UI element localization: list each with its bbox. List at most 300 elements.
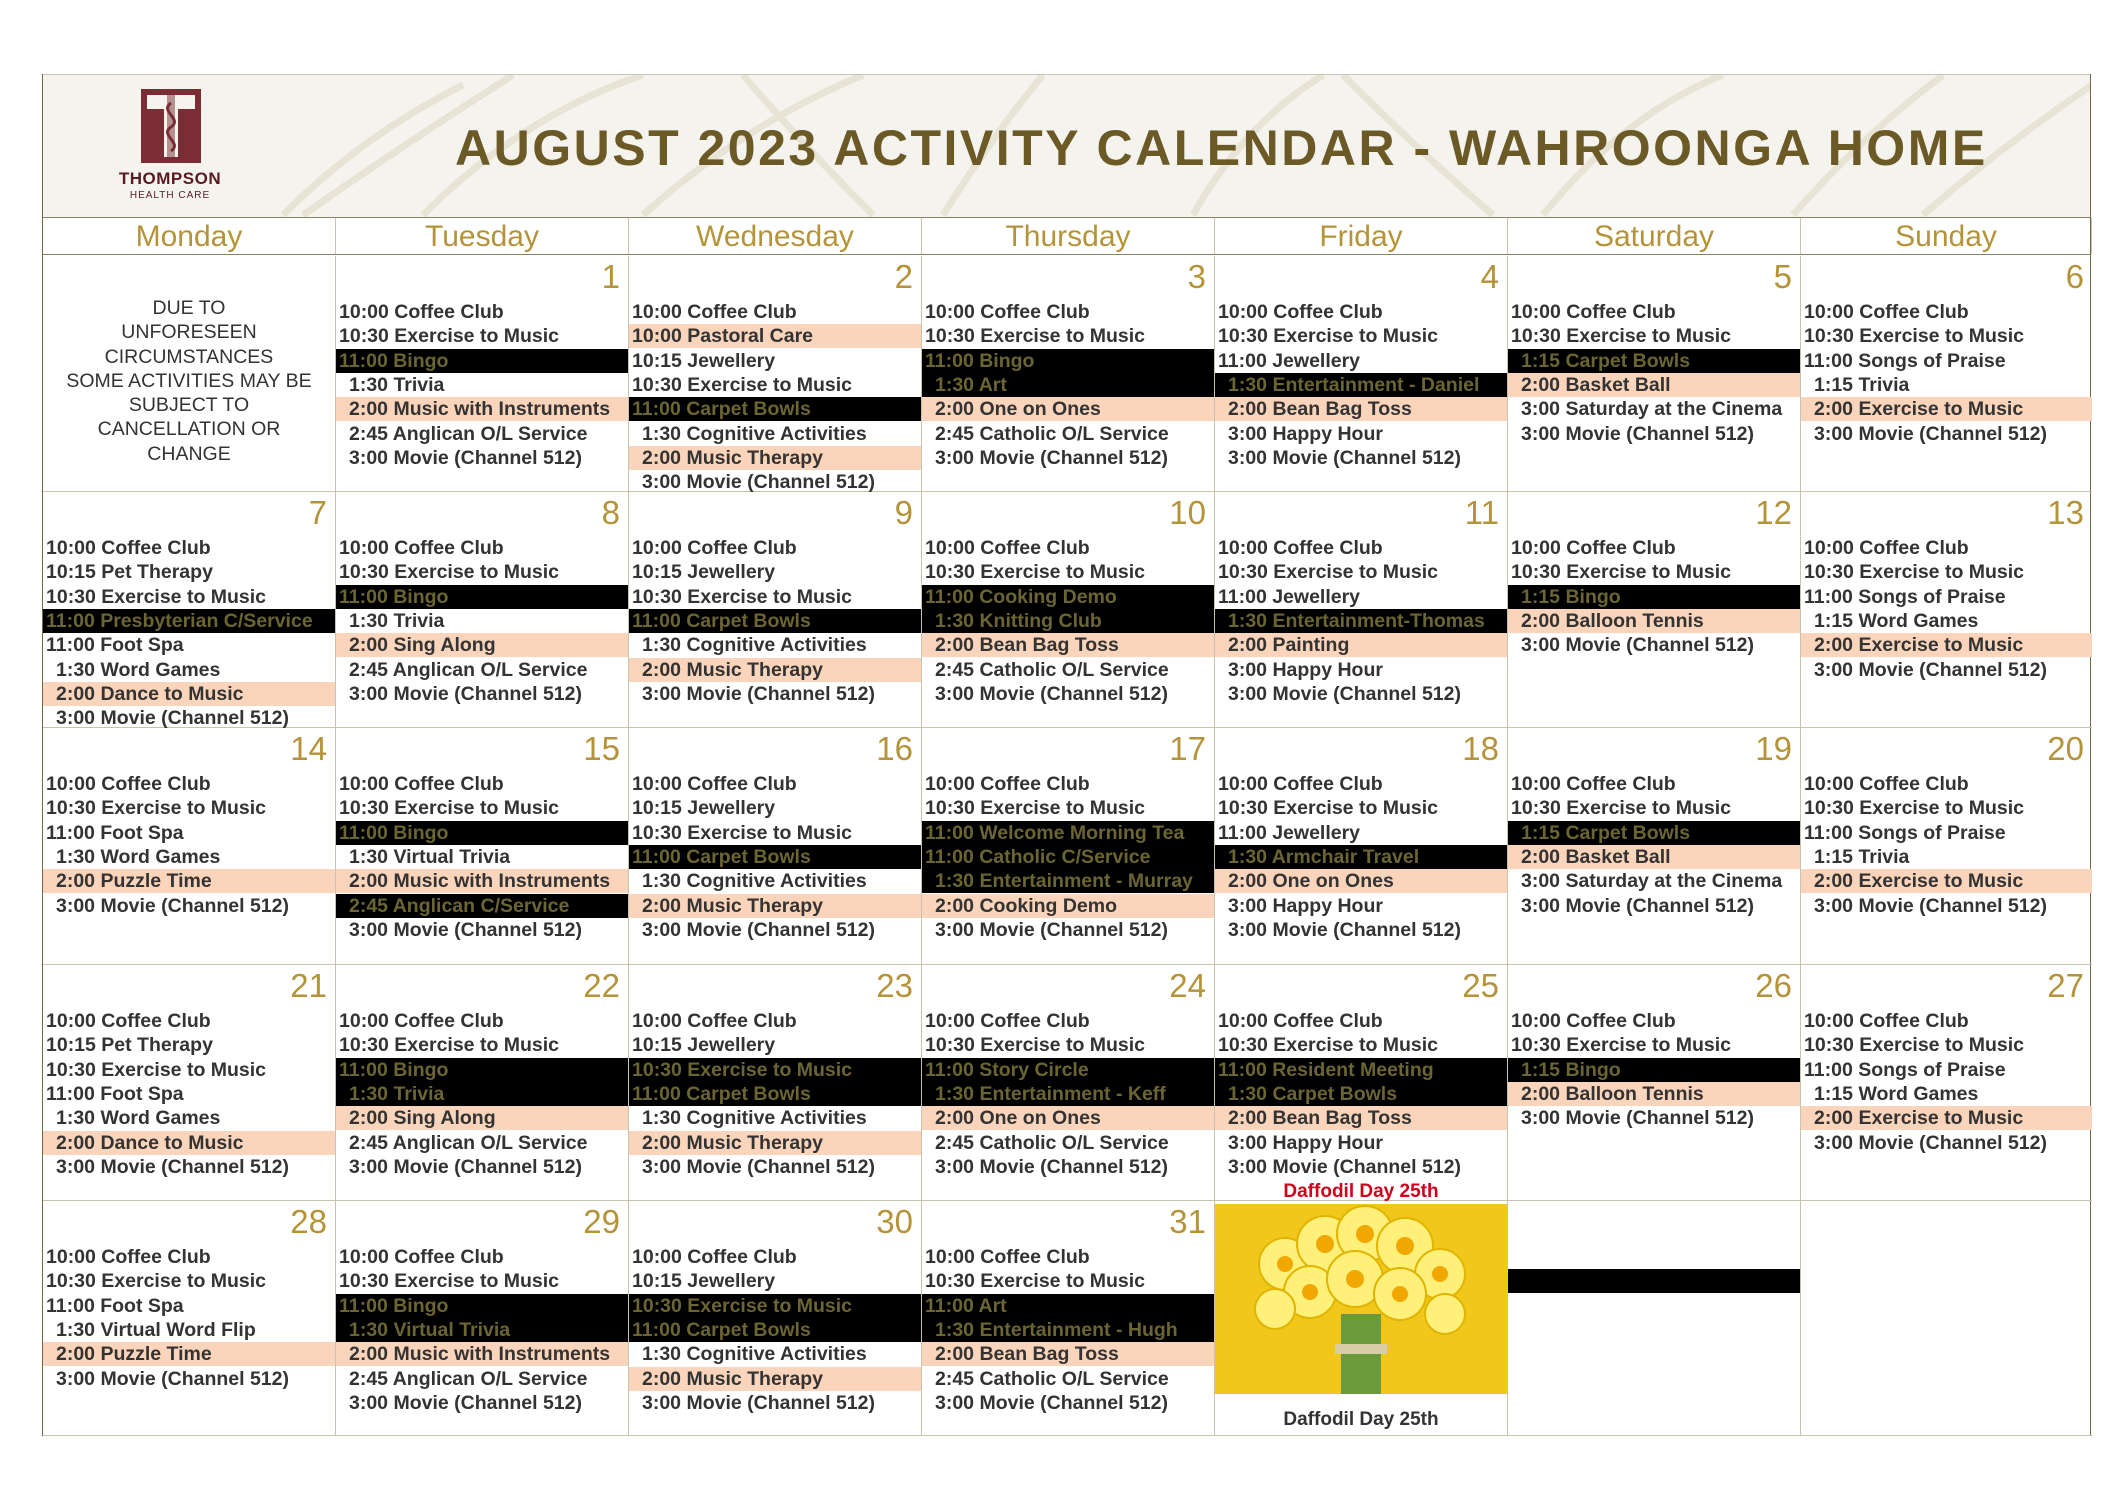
activity-item: 3:00 Movie (Channel 512) xyxy=(1228,1155,1461,1178)
activity-item: 2:00 Music with Instruments xyxy=(336,1342,628,1366)
activity-item: 1:30 Trivia xyxy=(349,373,445,396)
activity-item: 2:00 Puzzle Time xyxy=(43,869,335,893)
notice-line: SUBJECT TO xyxy=(128,394,250,417)
activity-item: 11:00 Catholic C/Service xyxy=(922,845,1214,869)
activity-item: 1:30 Virtual Trivia xyxy=(349,845,511,868)
weekday-saturday: Saturday xyxy=(1508,218,1801,254)
activity-item: 3:00 Movie (Channel 512) xyxy=(642,918,875,941)
activity-item: 10:30 Exercise to Music xyxy=(925,325,1146,348)
day-cell xyxy=(922,728,1215,965)
day-cell xyxy=(336,728,629,965)
activity-item: 2:00 Bean Bag Toss xyxy=(1215,397,1507,421)
activity-item: 10:30 Exercise to Music xyxy=(46,1058,267,1081)
day-number: 2 xyxy=(894,258,913,295)
activity-item: 3:00 Movie (Channel 512) xyxy=(349,446,582,469)
activity-item: 10:30 Exercise to Music xyxy=(1511,1034,1732,1057)
activity-item: 11:00 Carpet Bowls xyxy=(629,845,921,869)
activity-item: 1:30 Trivia xyxy=(349,609,445,632)
day-number: 8 xyxy=(601,494,620,531)
activity-item: 3:00 Movie (Channel 512) xyxy=(1814,658,2047,681)
activity-item: 3:00 Happy Hour xyxy=(1228,658,1383,681)
activity-item: 3:00 Movie (Channel 512) xyxy=(1814,894,2047,917)
day-cell xyxy=(43,728,336,965)
activity-item: 2:00 Balloon Tennis xyxy=(1508,609,1800,633)
day-number: 3 xyxy=(1187,258,1206,295)
activity-item: 10:00 Coffee Club xyxy=(1511,773,1676,795)
activity-item: 11:00 Jewellery xyxy=(1218,821,1361,844)
caduceus-t-icon xyxy=(141,89,201,163)
activity-item: 10:00 Coffee Club xyxy=(632,301,797,323)
day-cell xyxy=(1508,728,1801,965)
activity-item: 1:30 Knitting Club xyxy=(922,609,1214,633)
activity-item: 2:00 Sing Along xyxy=(336,1106,628,1130)
activity-item: 10:30 Exercise to Music xyxy=(46,1270,267,1293)
activity-item: 10:00 Coffee Club xyxy=(632,773,797,795)
activity-item: 1:30 Word Games xyxy=(56,658,221,681)
activity-item: 10:00 Coffee Club xyxy=(1218,1010,1383,1032)
activity-item: 2:00 Cooking Demo xyxy=(922,894,1214,918)
activity-item: 1:30 Cognitive Activities xyxy=(642,422,867,445)
activity-item: 2:45 Catholic O/L Service xyxy=(935,422,1169,445)
activity-item: 3:00 Movie (Channel 512) xyxy=(1814,1131,2047,1154)
activity-item: 11:00 Resident Meeting xyxy=(1215,1058,1507,1082)
activity-item: 2:45 Catholic O/L Service xyxy=(935,658,1169,681)
day-cell xyxy=(629,965,922,1201)
calendar-header xyxy=(43,74,2090,217)
activity-item: 10:30 Exercise to Music xyxy=(1511,325,1732,348)
day-number: 14 xyxy=(290,730,327,767)
activity-item: 1:30 Virtual Word Flip xyxy=(56,1318,256,1341)
notice-line: CHANGE xyxy=(147,442,231,465)
daffodil-bouquet-icon xyxy=(1215,1204,1507,1394)
day-cell xyxy=(1508,965,1801,1201)
activity-item: 2:00 Basket Ball xyxy=(1508,373,1800,397)
activity-item: 11:00 Songs of Praise xyxy=(1804,585,2006,608)
day-cell xyxy=(1801,728,2092,965)
activity-item: 11:00 Foot Spa xyxy=(46,634,184,657)
activity-item: 10:30 Exercise to Music xyxy=(339,325,560,348)
activity-item: 11:00 Foot Spa xyxy=(46,1082,184,1105)
activity-item: 1:15 Word Games xyxy=(1814,1082,1979,1105)
day-number: 30 xyxy=(876,1203,913,1240)
activity-item: 10:30 Exercise to Music xyxy=(1218,325,1439,348)
activity-item: 10:30 Exercise to Music xyxy=(1804,561,2025,584)
activity-item: 1:15 Bingo xyxy=(1508,585,1800,609)
weekday-thursday: Thursday xyxy=(922,218,1215,254)
activity-item: 2:45 Anglican O/L Service xyxy=(349,422,588,445)
activity-item: 3:00 Movie (Channel 512) xyxy=(642,682,875,705)
notice-line: CANCELLATION OR xyxy=(97,418,281,441)
activity-item: 3:00 Movie (Channel 512) xyxy=(1521,1107,1754,1130)
activity-item: 11:00 Carpet Bowls xyxy=(629,609,921,633)
day-number: 31 xyxy=(1169,1203,1206,1240)
activity-item: 1:30 Cognitive Activities xyxy=(642,634,867,657)
day-number: 28 xyxy=(290,1203,327,1240)
thompson-logo xyxy=(115,89,225,207)
day-number: 12 xyxy=(1755,494,1792,531)
activity-item: 11:00 Foot Spa xyxy=(46,821,184,844)
activity-item: 3:00 Movie (Channel 512) xyxy=(642,1155,875,1178)
activity-item: 2:00 Painting xyxy=(1215,633,1507,657)
day-number: 17 xyxy=(1169,730,1206,767)
activity-item: 10:30 Exercise to Music xyxy=(339,797,560,820)
day-number: 5 xyxy=(1773,258,1792,295)
day-number: 25 xyxy=(1462,967,1499,1004)
day-number: 4 xyxy=(1480,258,1499,295)
activity-item: 10:30 Exercise to Music xyxy=(1511,797,1732,820)
weekday-friday: Friday xyxy=(1215,218,1508,254)
day-number: 23 xyxy=(876,967,913,1004)
logo-subtitle: HEALTH CARE xyxy=(129,190,211,201)
activity-item: 3:00 Movie (Channel 512) xyxy=(56,707,289,730)
activity-item: 11:00 Bingo xyxy=(336,821,628,845)
activity-item: 11:00 Cooking Demo xyxy=(922,585,1214,609)
page-title: AUGUST 2023 ACTIVITY CALENDAR - WAHROONGA HOME xyxy=(455,120,1988,176)
activity-item: 10:30 Exercise to Music xyxy=(632,585,853,608)
activity-item: 10:00 Coffee Club xyxy=(1511,537,1676,559)
weekday-sunday: Sunday xyxy=(1801,218,2092,254)
activity-item: 3:00 Happy Hour xyxy=(1228,422,1383,445)
day-cell xyxy=(1508,1201,1801,1436)
activity-item: 1:30 Entertainment - Murray xyxy=(922,869,1214,893)
activity-item: 2:00 Puzzle Time xyxy=(43,1342,335,1366)
day-cell xyxy=(1215,256,1508,492)
day-cell xyxy=(336,256,629,492)
activity-item: 3:00 Happy Hour xyxy=(1228,894,1383,917)
day-cell xyxy=(1801,256,2092,492)
activity-item: 2:45 Catholic O/L Service xyxy=(935,1367,1169,1390)
activity-item: 10:30 Exercise to Music xyxy=(1804,797,2025,820)
activity-item: 3:00 Movie (Channel 512) xyxy=(935,918,1168,941)
activity-item: 2:00 Exercise to Music xyxy=(1801,633,2092,657)
day-cell xyxy=(1215,965,1508,1201)
daffodil-day-note: Daffodil Day 25th xyxy=(1283,1181,1439,1203)
activity-item: 11:00 Presbyterian C/Service xyxy=(43,609,335,633)
day-cell xyxy=(1801,1201,2092,1436)
activity-item: 2:45 Anglican O/L Service xyxy=(349,658,588,681)
activity-item: 3:00 Movie (Channel 512) xyxy=(642,471,875,494)
activity-item: 3:00 Movie (Channel 512) xyxy=(1228,918,1461,941)
activity-item: 1:30 Word Games xyxy=(56,845,221,868)
activity-item: 10:00 Coffee Club xyxy=(339,537,504,559)
activity-item: 10:00 Coffee Club xyxy=(339,773,504,795)
activity-item: 2:00 Sing Along xyxy=(336,633,628,657)
activity-item: 2:45 Anglican C/Service xyxy=(336,894,628,918)
notice-line: DUE TO xyxy=(152,297,226,319)
day-number: 13 xyxy=(2047,494,2084,531)
day-number: 1 xyxy=(601,258,620,295)
activity-item: 2:00 One on Ones xyxy=(1215,869,1507,893)
activity-item: 10:30 Exercise to Music xyxy=(1804,325,2025,348)
activity-item: 10:00 Coffee Club xyxy=(46,537,211,559)
notice-line: CIRCUMSTANCES xyxy=(104,345,274,368)
calendar-page xyxy=(42,74,2091,1436)
day-cell xyxy=(336,965,629,1201)
activity-item: 11:00 Songs of Praise xyxy=(1804,821,2006,844)
activity-item: 2:00 One on Ones xyxy=(922,397,1214,421)
activity-item: 10:00 Coffee Club xyxy=(1511,1010,1676,1032)
activity-item: 3:00 Movie (Channel 512) xyxy=(1521,634,1754,657)
day-number: 26 xyxy=(1755,967,1792,1004)
activity-item: 10:15 Pet Therapy xyxy=(46,1034,213,1057)
day-cell xyxy=(43,1201,336,1436)
activity-item: 3:00 Saturday at the Cinema xyxy=(1521,870,1783,893)
activity-item: 2:00 Exercise to Music xyxy=(1801,397,2092,421)
day-cell xyxy=(1508,256,1801,492)
activity-item: 3:00 Movie (Channel 512) xyxy=(1814,422,2047,445)
activity-item: 2:00 Music Therapy xyxy=(629,658,921,682)
activity-item: 11:00 Bingo xyxy=(922,349,1214,373)
activity-item: 3:00 Movie (Channel 512) xyxy=(56,1367,289,1390)
activity-item: 10:00 Coffee Club xyxy=(925,537,1090,559)
activity-item: 3:00 Movie (Channel 512) xyxy=(349,918,582,941)
activity-item: 1:30 Entertainment-Thomas xyxy=(1215,609,1507,633)
activity-item: 1:30 Art xyxy=(922,373,1214,397)
activity-item: 1:30 Virtual Trivia xyxy=(336,1318,628,1342)
activity-item: 10:00 Coffee Club xyxy=(632,1246,797,1268)
activity-item: 10:00 Coffee Club xyxy=(46,1246,211,1268)
activity-item: 11:00 Bingo xyxy=(336,585,628,609)
activity-item: 10:30 Exercise to Music xyxy=(339,561,560,584)
activity-item: 10:00 Coffee Club xyxy=(339,1010,504,1032)
day-cell xyxy=(629,256,922,492)
activity-item: 10:00 Coffee Club xyxy=(1804,773,1969,795)
day-cell xyxy=(43,965,336,1201)
day-number: 29 xyxy=(583,1203,620,1240)
day-number: 9 xyxy=(894,494,913,531)
day-cell xyxy=(922,1201,1215,1436)
activity-item: 10:00 Coffee Club xyxy=(339,1246,504,1268)
weekday-header-row xyxy=(43,217,2090,255)
activity-item: 11:00 Bingo xyxy=(336,1058,628,1082)
activity-item: 10:15 Jewellery xyxy=(632,349,776,372)
activity-item: 11:00 Songs of Praise xyxy=(1804,1058,2006,1081)
activity-item: 10:00 Coffee Club xyxy=(1804,537,1969,559)
activity-item: 10:30 Exercise to Music xyxy=(925,561,1146,584)
day-cell xyxy=(1215,1201,1508,1436)
activity-item: 10:30 Exercise to Music xyxy=(46,585,267,608)
activity-item: 10:00 Coffee Club xyxy=(339,301,504,323)
cancellation-notice xyxy=(43,296,335,466)
activity-item: 11:00 Story Circle xyxy=(922,1058,1214,1082)
day-number: 6 xyxy=(2065,258,2084,295)
activity-item: 3:00 Movie (Channel 512) xyxy=(349,1391,582,1414)
activity-item: 10:15 Jewellery xyxy=(632,561,776,584)
activity-item: 3:00 Movie (Channel 512) xyxy=(1228,682,1461,705)
day-number: 18 xyxy=(1462,730,1499,767)
activity-item: 2:00 Music Therapy xyxy=(629,894,921,918)
activity-item: 10:15 Jewellery xyxy=(632,1270,776,1293)
activity-item: 1:30 Entertainment - Hugh xyxy=(922,1318,1214,1342)
activity-item: 1:15 Carpet Bowls xyxy=(1508,349,1800,373)
activity-item: 2:45 Anglican O/L Service xyxy=(349,1131,588,1154)
notice-line: SOME ACTIVITIES MAY BE xyxy=(66,369,312,392)
activity-item: 3:00 Movie (Channel 512) xyxy=(349,682,582,705)
activity-item: 1:15 Carpet Bowls xyxy=(1508,821,1800,845)
activity-item: 10:00 Coffee Club xyxy=(1218,773,1383,795)
activity-item: 11:00 Foot Spa xyxy=(46,1294,184,1317)
day-cell xyxy=(43,492,336,728)
activity-item: 11:00 Jewellery xyxy=(1218,349,1361,372)
activity-item: 2:00 Bean Bag Toss xyxy=(922,1342,1214,1366)
day-cell xyxy=(922,256,1215,492)
day-number: 10 xyxy=(1169,494,1206,531)
activity-item: 10:30 Exercise to Music xyxy=(1218,797,1439,820)
activity-item: 1:30 Entertainment - Daniel xyxy=(1215,373,1507,397)
activity-item: 2:45 Anglican O/L Service xyxy=(349,1367,588,1390)
day-cell xyxy=(336,492,629,728)
activity-item: 2:00 Exercise to Music xyxy=(1801,1106,2092,1130)
activity-item: 10:30 Exercise to Music xyxy=(632,373,853,396)
day-cell xyxy=(1508,492,1801,728)
activity-item: 1:30 Cognitive Activities xyxy=(642,1107,867,1130)
activity-item: 10:30 Exercise to Music xyxy=(925,797,1146,820)
activity-item: 1:15 Word Games xyxy=(1814,609,1979,632)
day-number: 27 xyxy=(2047,967,2084,1004)
notice-line: UNFORESEEN xyxy=(121,321,257,344)
day-number: 19 xyxy=(1755,730,1792,767)
activity-item: 2:00 Music Therapy xyxy=(629,446,921,470)
activity-item: 3:00 Movie (Channel 512) xyxy=(935,1391,1168,1414)
activity-item: 10:15 Jewellery xyxy=(632,797,776,820)
activity-item: 10:30 Exercise to Music xyxy=(1218,1034,1439,1057)
activity-item: 10:00 Coffee Club xyxy=(46,773,211,795)
activity-item: 10:30 Exercise to Music xyxy=(339,1270,560,1293)
activity-item: 10:00 Coffee Club xyxy=(925,1010,1090,1032)
activity-item: 10:00 Coffee Club xyxy=(632,537,797,559)
activity-item: 10:15 Jewellery xyxy=(632,1034,776,1057)
weekday-wednesday: Wednesday xyxy=(629,218,922,254)
activity-item: 10:30 Exercise to Music xyxy=(629,1294,921,1318)
weekday-monday: Monday xyxy=(43,218,336,254)
activity-item: 3:00 Movie (Channel 512) xyxy=(642,1391,875,1414)
activity-item: 2:00 One on Ones xyxy=(922,1106,1214,1130)
activity-item: 11:00 Welcome Morning Tea xyxy=(922,821,1214,845)
activity-item: 2:00 Bean Bag Toss xyxy=(922,633,1214,657)
day-cell xyxy=(1215,728,1508,965)
activity-item: 3:00 Saturday at the Cinema xyxy=(1521,398,1783,421)
activity-item: 2:00 Exercise to Music xyxy=(1801,869,2092,893)
activity-item: 3:00 Movie (Channel 512) xyxy=(935,446,1168,469)
activity-item: 3:00 Movie (Channel 512) xyxy=(56,1155,289,1178)
activity-item: 2:00 Bean Bag Toss xyxy=(1215,1106,1507,1130)
activity-item: 1:15 Trivia xyxy=(1814,373,1910,396)
activity-item: 10:30 Exercise to Music xyxy=(339,1034,560,1057)
day-cell xyxy=(1215,492,1508,728)
activity-item: 11:00 Carpet Bowls xyxy=(629,397,921,421)
day-number: 22 xyxy=(583,967,620,1004)
activity-item: 10:00 Coffee Club xyxy=(1804,1010,1969,1032)
day-number: 24 xyxy=(1169,967,1206,1004)
activity-item: 3:00 Movie (Channel 512) xyxy=(1521,894,1754,917)
activity-item: 1:15 Bingo xyxy=(1508,1058,1800,1082)
day-cell xyxy=(1801,492,2092,728)
black-bar xyxy=(1508,1269,1800,1293)
activity-item: 10:15 Pet Therapy xyxy=(46,561,213,584)
activity-item: 10:00 Pastoral Care xyxy=(629,324,921,348)
activity-item: 10:00 Coffee Club xyxy=(1218,301,1383,323)
day-cell xyxy=(336,1201,629,1436)
daffodil-caption: Daffodil Day 25th xyxy=(1283,1409,1439,1430)
day-cell xyxy=(629,492,922,728)
activity-item: 10:30 Exercise to Music xyxy=(925,1034,1146,1057)
day-number: 11 xyxy=(1464,494,1499,531)
activity-item: 3:00 Movie (Channel 512) xyxy=(349,1155,582,1178)
activity-item: 2:00 Music Therapy xyxy=(629,1131,921,1155)
day-number: 21 xyxy=(290,967,327,1004)
activity-item: 11:00 Bingo xyxy=(336,349,628,373)
activity-item: 1:30 Trivia xyxy=(336,1082,628,1106)
activity-item: 1:15 Trivia xyxy=(1814,845,1910,868)
activity-item: 3:00 Movie (Channel 512) xyxy=(935,682,1168,705)
activity-item: 10:30 Exercise to Music xyxy=(632,821,853,844)
activity-item: 2:00 Basket Ball xyxy=(1508,845,1800,869)
activity-item: 10:00 Coffee Club xyxy=(1218,537,1383,559)
activity-item: 11:00 Jewellery xyxy=(1218,585,1361,608)
activity-item: 11:00 Carpet Bowls xyxy=(629,1082,921,1106)
activity-item: 2:00 Music with Instruments xyxy=(336,397,628,421)
activity-item: 10:00 Coffee Club xyxy=(46,1010,211,1032)
activity-item: 2:00 Dance to Music xyxy=(43,1131,335,1155)
day-number: 15 xyxy=(583,730,620,767)
activity-item: 10:30 Exercise to Music xyxy=(925,1270,1146,1293)
activity-item: 3:00 Movie (Channel 512) xyxy=(1228,446,1461,469)
activity-item: 1:30 Word Games xyxy=(56,1107,221,1130)
activity-item: 11:00 Songs of Praise xyxy=(1804,349,2006,372)
activity-item: 2:00 Balloon Tennis xyxy=(1508,1082,1800,1106)
activity-item: 3:00 Movie (Channel 512) xyxy=(935,1155,1168,1178)
logo-name: THOMPSON xyxy=(118,169,222,188)
day-number: 20 xyxy=(2047,730,2084,767)
day-cell xyxy=(922,492,1215,728)
activity-item: 1:30 Entertainment - Keff xyxy=(922,1082,1214,1106)
activity-item: 3:00 Movie (Channel 512) xyxy=(1521,422,1754,445)
day-number: 7 xyxy=(308,494,327,531)
activity-item: 10:00 Coffee Club xyxy=(1511,301,1676,323)
activity-item: 11:00 Art xyxy=(922,1294,1214,1318)
activity-item: 3:00 Movie (Channel 512) xyxy=(56,894,289,917)
activity-item: 10:30 Exercise to Music xyxy=(1804,1034,2025,1057)
activity-item: 1:30 Carpet Bowls xyxy=(1215,1082,1507,1106)
activity-item: 10:30 Exercise to Music xyxy=(629,1058,921,1082)
activity-item: 2:00 Music Therapy xyxy=(629,1367,921,1391)
weekday-tuesday: Tuesday xyxy=(336,218,629,254)
activity-item: 10:30 Exercise to Music xyxy=(1218,561,1439,584)
activity-item: 11:00 Bingo xyxy=(336,1294,628,1318)
activity-item: 10:00 Coffee Club xyxy=(632,1010,797,1032)
daffodil-image xyxy=(1215,1204,1507,1394)
activity-item: 10:00 Coffee Club xyxy=(925,1246,1090,1268)
day-number: 16 xyxy=(876,730,913,767)
activity-item: 10:30 Exercise to Music xyxy=(46,797,267,820)
activity-item: 10:00 Coffee Club xyxy=(1804,301,1969,323)
day-cell xyxy=(922,965,1215,1201)
activity-item: 3:00 Happy Hour xyxy=(1228,1131,1383,1154)
activity-item: 2:00 Music with Instruments xyxy=(336,869,628,893)
activity-item: 1:30 Armchair Travel xyxy=(1215,845,1507,869)
activity-item: 11:00 Carpet Bowls xyxy=(629,1318,921,1342)
day-cell xyxy=(43,256,336,492)
activity-item: 1:30 Cognitive Activities xyxy=(642,870,867,893)
activity-item: 2:45 Catholic O/L Service xyxy=(935,1131,1169,1154)
activity-item: 1:30 Cognitive Activities xyxy=(642,1343,867,1366)
day-cell xyxy=(629,1201,922,1436)
day-cell xyxy=(629,728,922,965)
activity-item: 10:30 Exercise to Music xyxy=(1511,561,1732,584)
activity-item: 2:00 Dance to Music xyxy=(43,682,335,706)
activity-item: 10:00 Coffee Club xyxy=(925,301,1090,323)
activity-item: 10:00 Coffee Club xyxy=(925,773,1090,795)
